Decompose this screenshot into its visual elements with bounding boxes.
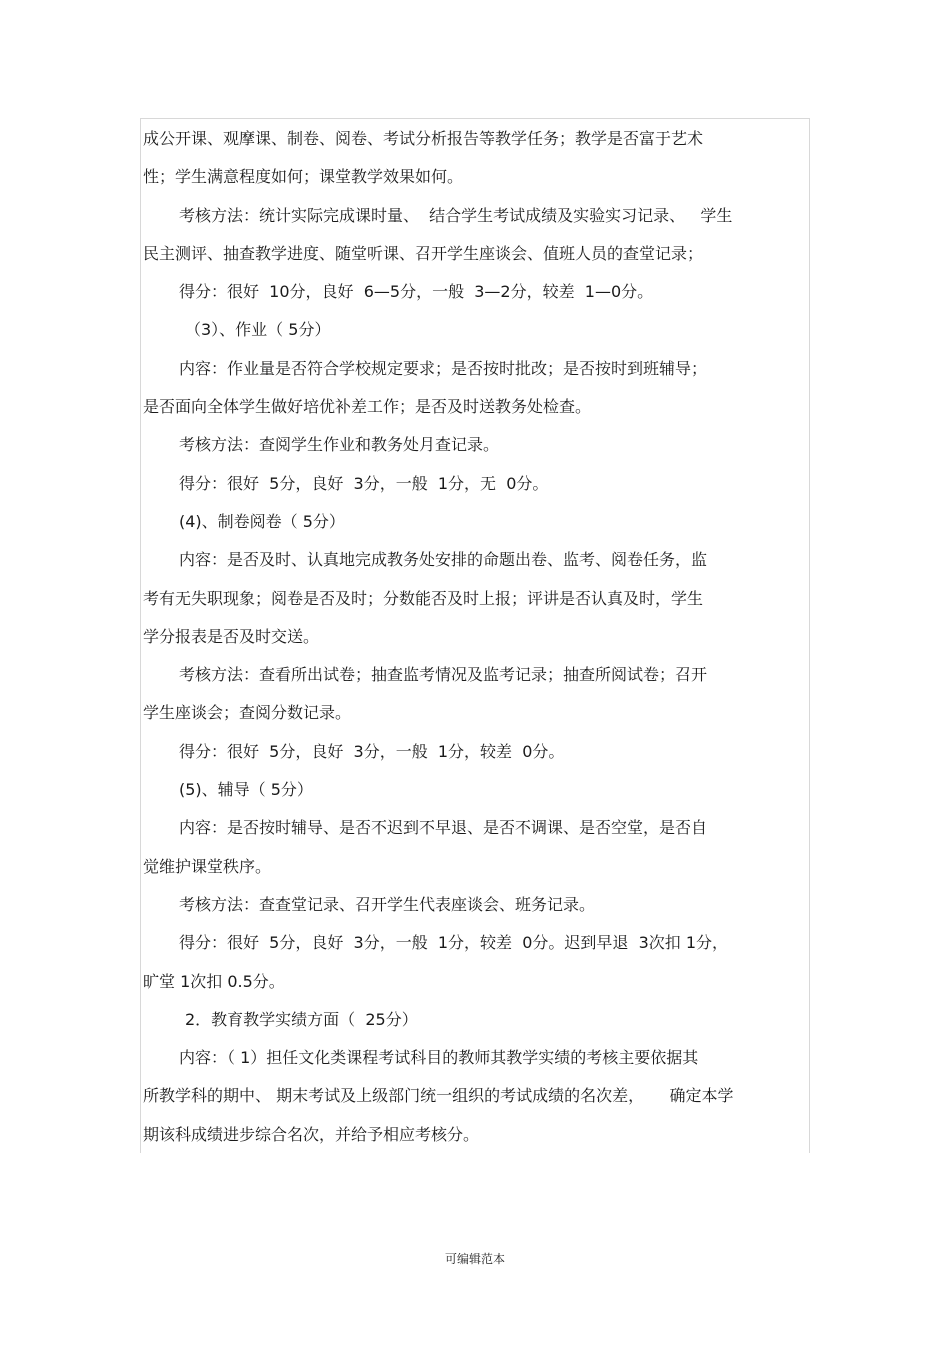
text-line: 旷堂 1次扣 0.5分。	[143, 971, 285, 991]
text-line: 考有无失职现象；阅卷是否及时；分数能否及时上报；评讲是否认真及时，学生	[143, 588, 704, 608]
text-line: 得分：很好 5分，良好 3分，一般 1分，较差 0分。迟到早退 3次扣 1分，	[179, 933, 729, 953]
text-line: 考核方法：查阅学生作业和教务处月查记录。	[179, 435, 500, 455]
section-heading: (5)、辅导（ 5分）	[179, 780, 313, 800]
text-line: 学生座谈会；查阅分数记录。	[143, 703, 352, 723]
text-line: 内容：作业量是否符合学校规定要求；是否按时批改；是否按时到班辅导；	[179, 358, 708, 378]
text-line: 民主测评、抽查教学进度、随堂听课、召开学生座谈会、值班人员的查堂记录；	[143, 243, 704, 263]
text-line: 内容：是否及时、认真地完成教务处安排的命题出卷、监考、阅卷任务，监	[179, 550, 708, 570]
page-footer: 可编辑范本	[444, 1252, 505, 1266]
text-line: 学分报表是否及时交送。	[143, 626, 320, 646]
text-line: 得分：很好 5分，良好 3分，一般 1分，无 0分。	[179, 473, 549, 493]
section-heading: （3）、作业（ 5分）	[185, 320, 331, 340]
section-heading: (4)、制卷阅卷（ 5分）	[179, 511, 345, 531]
text-line: 得分：很好 10分，良好 6—5分，一般 3—2分，较差 1—0分。	[179, 282, 654, 302]
text-line: 得分：很好 5分，良好 3分，一般 1分，较差 0分。	[179, 741, 565, 761]
text-line: 内容：（ 1）担任文化类课程考试科目的教师其教学实绩的考核主要依据其	[179, 1048, 699, 1068]
text-line: 考核方法：查看所出试卷；抽查监考情况及监考记录；抽查所阅试卷；召开	[179, 665, 708, 685]
text-line: 所教学科的期中、 期末考试及上级部门统一组织的考试成绩的名次差， 确定本学	[143, 1086, 734, 1106]
text-line: 考核方法：统计实际完成课时量、 结合学生考试成绩及实验实习记录、 学生	[179, 205, 733, 225]
text-line: 成公开课、观摩课、制卷、阅卷、考试分析报告等教学任务；教学是否富于艺术	[143, 129, 704, 148]
text-line: 性；学生满意程度如何；课堂教学效果如何。	[143, 167, 464, 187]
text-line: 期该科成绩进步综合名次，并给予相应考核分。	[143, 1124, 480, 1144]
text-line: 觉维护课堂秩序。	[143, 856, 272, 876]
section-heading: 2．教育教学实绩方面（ 25分）	[185, 1009, 418, 1029]
document-body	[143, 120, 807, 1154]
text-line: 考核方法：查查堂记录、召开学生代表座谈会、班务记录。	[179, 894, 596, 914]
text-line: 内容：是否按时辅导、是否不迟到不早退、是否不调课、是否空堂，是否自	[179, 818, 708, 838]
text-line: 是否面向全体学生做好培优补差工作；是否及时送教务处检查。	[143, 397, 592, 417]
